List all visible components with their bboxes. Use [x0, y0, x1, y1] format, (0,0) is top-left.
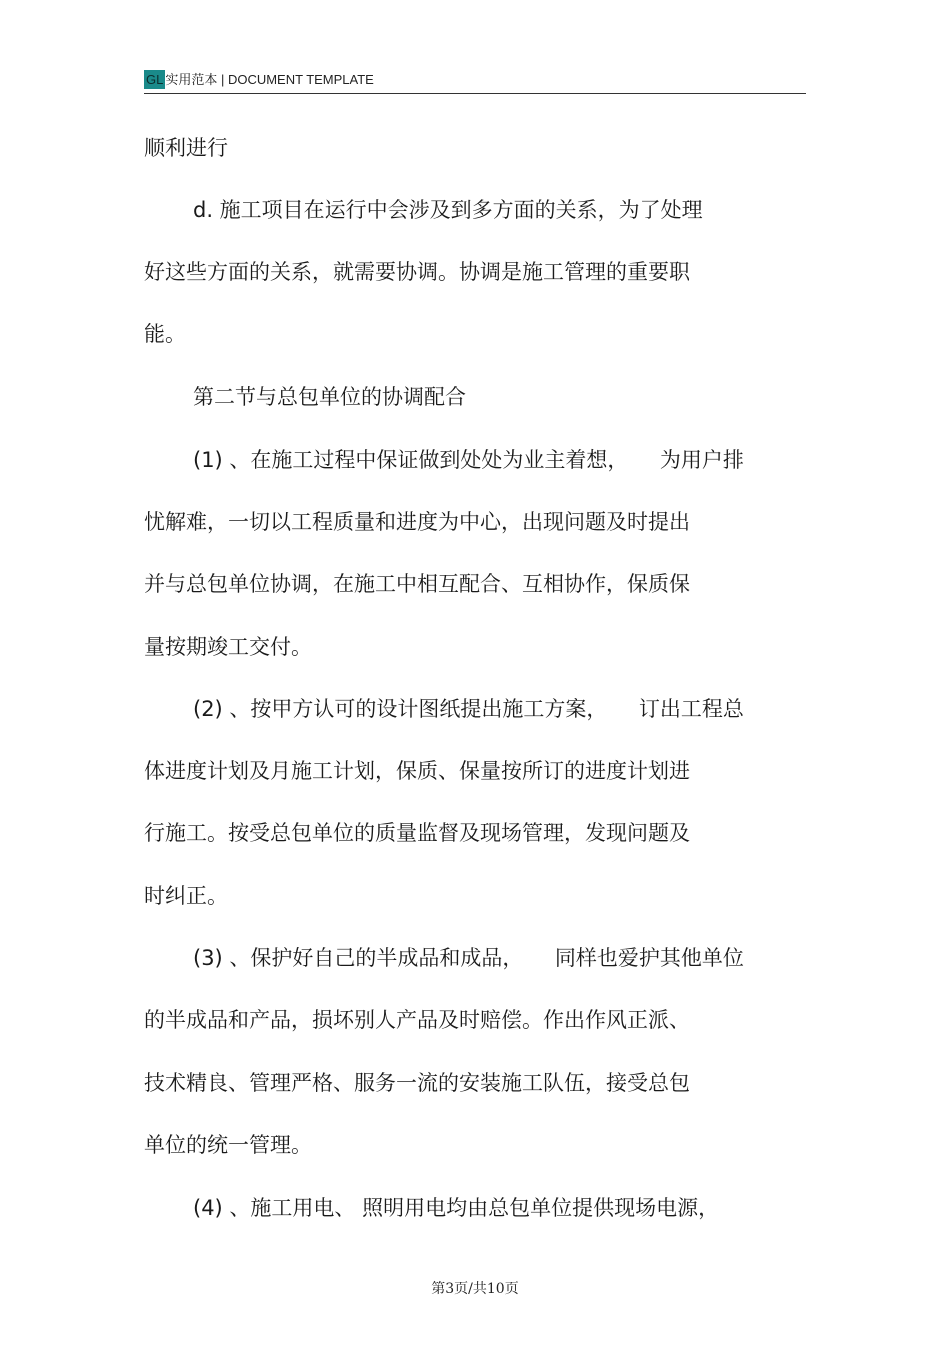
page-number: 第3页/共10页	[431, 1281, 519, 1297]
text-line: 好这些方面的关系，就需要协调。协调是施工管理的重要职	[144, 260, 690, 284]
text-line: 的半成品和产品，损坏别人产品及时赔偿。作出作风正派、	[144, 1008, 690, 1032]
text-line: 忧解难，一切以工程质量和进度为中心，出现问题及时提出	[144, 510, 690, 534]
text-line: (1) 、在施工过程中保证做到处处为业主着想， 为用户排	[193, 448, 744, 472]
text-line: 体进度计划及月施工计划，保质、保量按所订的进度计划进	[144, 759, 690, 783]
text-line: 并与总包单位协调，在施工中相互配合、互相协作，保质保	[144, 572, 690, 596]
text-line: d. 施工项目在运行中会涉及到多方面的关系，为了处理	[193, 198, 703, 222]
text-line: 量按期竣工交付。	[144, 635, 312, 659]
text-line: 技术精良、管理严格、服务一流的安装施工队伍，接受总包	[144, 1071, 690, 1095]
page-header	[144, 70, 806, 94]
text-line: 时纠正。	[144, 884, 228, 908]
header-title: 实用范本 | DOCUMENT TEMPLATE	[165, 72, 374, 87]
gl-logo: GL	[146, 72, 164, 87]
text-line: 能。	[144, 322, 186, 346]
text-line: 顺利进行	[144, 136, 228, 160]
text-line: 单位的统一管理。	[144, 1133, 312, 1157]
text-line: 行施工。按受总包单位的质量监督及现场管理，发现问题及	[144, 821, 690, 845]
text-line: (3) 、保护好自己的半成品和成品， 同样也爱护其他单位	[193, 946, 744, 970]
text-line: (2) 、按甲方认可的设计图纸提出施工方案， 订出工程总	[193, 697, 744, 721]
text-line: (4) 、施工用电、 照明用电均由总包单位提供现场电源，	[193, 1196, 720, 1220]
section-heading: 第二节与总包单位的协调配合	[193, 385, 466, 409]
